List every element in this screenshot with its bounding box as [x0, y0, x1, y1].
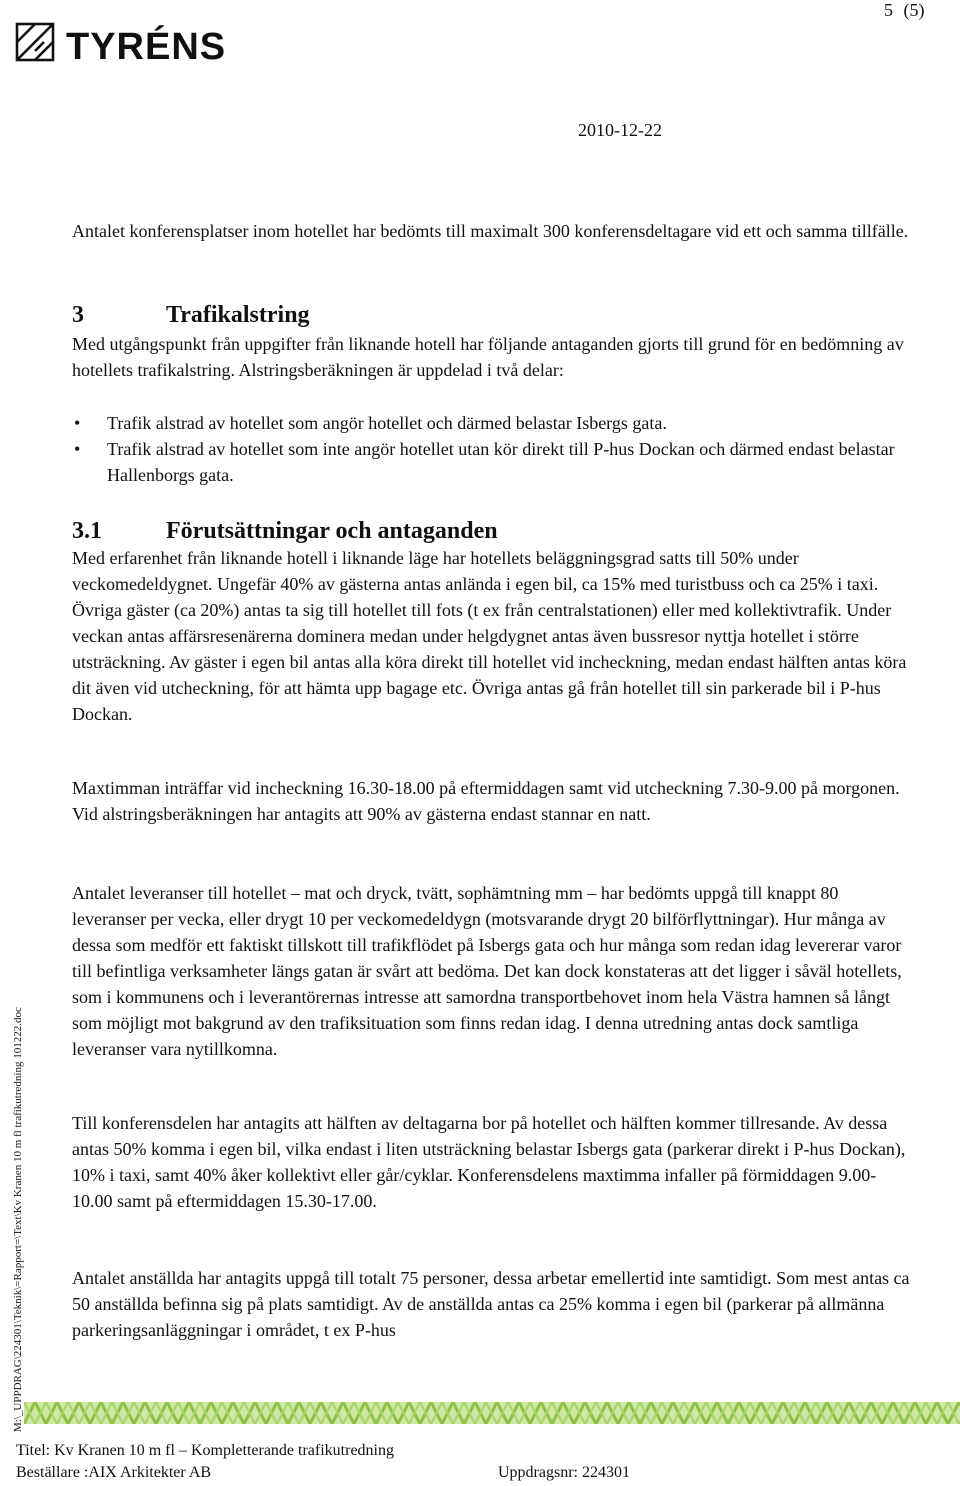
section-3-title: Trafikalstring — [166, 302, 310, 328]
footer-client: Beställare :AIX Arkitekter AB — [16, 1464, 212, 1481]
section-3-1-title: Förutsättningar och antaganden — [166, 518, 498, 544]
page-number: 5 (5) — [884, 0, 925, 20]
footer-assignment-number: Uppdragsnr: 224301 — [498, 1464, 630, 1481]
tyrens-logo — [14, 18, 254, 68]
assumptions-paragraph: Med erfarenhet från liknande hotell i liknande läge har hotellets beläggningsgrad satts till 50% under veckomedeldygnet. Ungefär 40% av gästerna antas anlända i egen bil, ca 15% med turistbuss och ca 25% i taxi. Övriga gäster (ca 20%) antas ta sig till hotellet till fots (t ex från centralstationen) eller med kollektivtrafik. Under veckan antas affärsresenärerna dominera medan under helgdygnet antas även bussresor nyttja hotellet i större utsträckning. Av gäster i egen bil antas alla köra direkt till hotellet vid incheckning, medan endast hälften antas köra dit även vid utcheckning, för att hämta upp bagage etc. Övriga antas gå från hotellet till sin parkerade bil i P-hus Dockan. — [72, 548, 907, 724]
list-item — [72, 436, 912, 488]
intro-paragraph: Antalet konferensplatser inom hotellet har bedömts till maximalt 300 konferensdeltagare vid ett och samma tillfälle. — [72, 221, 909, 241]
list-item — [72, 410, 912, 436]
bullet-icon: • — [74, 439, 81, 459]
bullet-list — [72, 410, 912, 488]
peak-hour-paragraph: Maxtimman inträffar vid incheckning 16.30-18.00 på eftermiddagen samt vid utcheckning 7.30-9.00 på morgonen. Vid alstringsberäkningen har antagits att 90% av gästerna endast stannar en natt. — [72, 778, 900, 824]
bullet-icon: • — [74, 413, 81, 433]
footer-band — [24, 1402, 960, 1424]
logo-wordmark: TYRÉNS — [66, 26, 227, 68]
section-3-1-number: 3.1 — [72, 518, 102, 544]
document-date: 2010-12-22 — [578, 120, 662, 140]
section-3-paragraph: Med utgångspunkt från uppgifter från liknande hotell har följande antaganden gjorts till grund för en bedömning av hotellets trafikalstring. Alstringsberäkningen är uppdelad i två delar: — [72, 334, 904, 380]
bullet-text: Trafik alstrad av hotellet som angör hotellet och därmed belastar Isbergs gata. — [107, 413, 667, 433]
section-3-1-heading — [72, 516, 498, 546]
section-3-heading — [72, 300, 310, 330]
footer-title: Titel: Kv Kranen 10 m fl – Kompletterande trafikutredning — [16, 1442, 394, 1459]
employees-paragraph: Antalet anställda har antagits uppgå till totalt 75 personer, dessa arbetar emellertid inte samtidigt. Som mest antas ca 50 anställda befinna sig på plats samtidigt. Av de anställda antas ca 25% komma i egen bil (parkerar på allmänna parkeringsanläggningar i området, t ex P-hus — [72, 1268, 910, 1340]
logo-mark-icon — [17, 24, 53, 60]
bullet-text: Trafik alstrad av hotellet som inte angör hotellet utan kör direkt till P-hus Dockan och därmed endast belastar Hallenborgs gata. — [107, 439, 895, 485]
section-3-number: 3 — [72, 302, 84, 328]
conference-paragraph: Till konferensdelen har antagits att hälften av deltagarna bor på hotellet och hälften kommer tillresande. Av dessa antas 50% komma i egen bil, vilka endast i liten utsträckning belastar Isbergs gata (parkerar direkt i P-hus Dockan), 10% i taxi, samt 40% åker kollektivt eller går/cyklar. Konferensdelens maxtimma infaller på förmiddagen 9.00-10.00 samt på eftermiddagen 15.30-17.00. — [72, 1113, 906, 1211]
file-path: M:\_UPPDRAG\224301\Teknik\=Rapport=\Text\Kv Kranen 10 m fl trafikutredning 101222.doc — [12, 1007, 24, 1432]
deliveries-paragraph: Antalet leveranser till hotellet – mat och dryck, tvätt, sophämtning mm – har bedömts uppgå till knappt 80 leveranser per vecka, eller drygt 10 per veckomedeldygn (motsvarande drygt 20 bilförflyttningar). Hur många av dessa som medför ett faktiskt tillskott till trafikflödet på Isbergs gata och hur många som redan idag levererar varor till befintliga verksamheter längs gatan är svårt att bedöma. Det kan dock konstateras att det ligger i såväl hotellets, som i kommunens och i leverantörernas intresse att samordna transportbehovet inom hela Västra hamnen så långt som möjligt mot bakgrund av den trafiksituation som finns redan idag. I denna utredning antas dock samtliga leveranser vara nytillkomna. — [72, 883, 902, 1059]
